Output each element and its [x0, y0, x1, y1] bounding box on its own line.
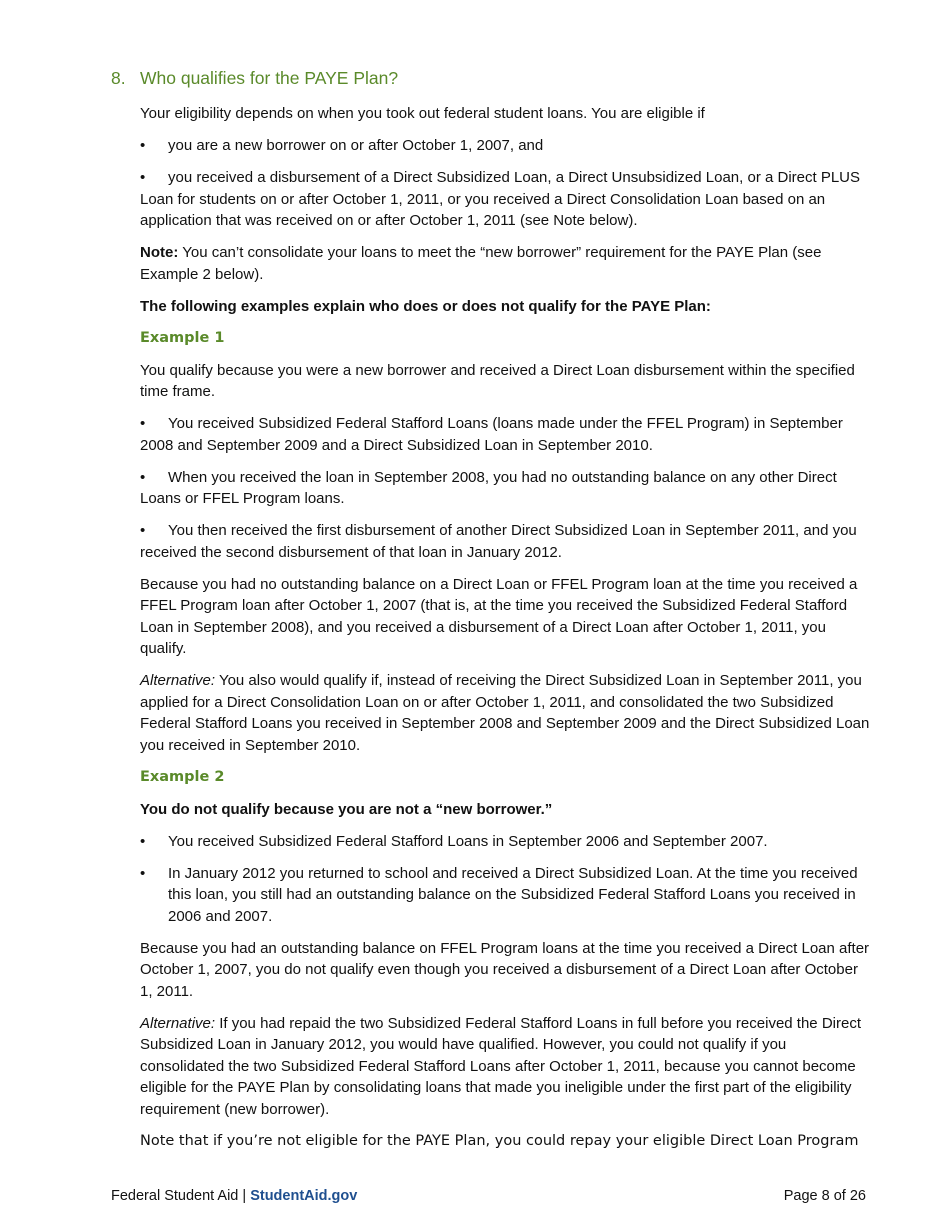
alternative-text: You also would qualify if, instead of receiving the Direct Subsidized Loan in September 2011, you applied for a Direct Consolidation Loan on or after October 1, 2011, and consolidated the two Subsidized Federal Stafford Loans you received in September 2008 and September 2009 and the Direct Subsidized Loan you received in September 2010. — [140, 672, 870, 754]
footer-agency: Federal Student Aid | — [111, 1188, 251, 1204]
example-2-bullet: • You received Subsidized Federal Stafford Loans in September 2006 and September 2007. — [140, 831, 870, 853]
example-1-lead: You qualify because you were a new borrower and received a Direct Loan disbursement within the specified time frame. — [140, 361, 855, 400]
footer-left — [111, 1188, 357, 1204]
trailing-paragraph: Note that if you’re not eligible for the PAYE Plan, you could repay your eligible Direct Loan Program — [140, 1132, 859, 1149]
alternative-label: Alternative: — [140, 672, 216, 689]
example-2-conclusion: Because you had an outstanding balance on FFEL Program loans at the time you received a Direct Loan after October 1, 2007, you do not qualify even though you received a disbursement of a Direct Loan after October 1, 2011. — [140, 939, 870, 1000]
section-title: Who qualifies for the PAYE Plan? — [140, 68, 399, 88]
bullet-glyph: • — [140, 864, 146, 882]
bullet-glyph: • — [140, 832, 146, 850]
alternative-label: Alternative: — [140, 1014, 216, 1032]
document-body — [140, 103, 870, 1163]
intro-paragraph: Your eligibility depends on when you took out federal student loans. You are eligible if — [140, 105, 705, 122]
footer-site-link[interactable]: StudentAid.gov — [250, 1188, 358, 1204]
example-1-title: Example 1 — [140, 329, 225, 346]
example-1-bullet: • You received Subsidized Federal Stafford Loans (loans made under the FFEL Program) in September 2008 and September 2009 and a Direct Subsidized Loan in September 2010. — [140, 415, 843, 454]
section-number: 8. — [111, 68, 126, 88]
example-2-alternative — [140, 1013, 870, 1121]
bullet-glyph: • — [140, 169, 146, 186]
example-1-alternative — [140, 670, 870, 756]
section-heading — [111, 68, 398, 89]
examples-intro: The following examples explain who does or does not qualify for the PAYE Plan: — [140, 297, 711, 315]
note-paragraph — [140, 242, 870, 285]
example-2-lead: You do not qualify because you are not a “new borrower.” — [140, 800, 553, 818]
page-number: Page 8 of 26 — [783, 1188, 866, 1204]
note-text: You can’t consolidate your loans to meet the “new borrower” requirement for the PAYE Plan (see Example 2 below). — [140, 244, 822, 283]
bullet-glyph: • — [140, 137, 146, 154]
alternative-text: If you had repaid the two Subsidized Federal Stafford Loans in full before you received the Direct Subsidized Loan in January 2012, you would have qualified. However, you could not qualify if you consolidated the two Subsidized Federal Stafford Loans after October 1, 2011, because you cannot become eligible for the PAYE Plan by consolidating loans that made you ineligible under the first part of the eligibility requirement (new borrower). — [140, 1014, 861, 1118]
example-2-title: Example 2 — [140, 768, 225, 785]
note-label: Note: — [140, 244, 179, 261]
eligibility-bullet: • you are a new borrower on or after October 1, 2007, and — [140, 135, 870, 157]
example-1-bullet: • You then received the first disbursement of another Direct Subsidized Loan in September 2011, and you received the second disbursement of that loan in January 2012. — [140, 522, 857, 561]
bullet-glyph: • — [140, 522, 146, 539]
bullet-glyph: • — [140, 415, 146, 432]
eligibility-bullet: • you received a disbursement of a Direct Subsidized Loan, a Direct Unsubsidized Loan, or a Direct PLUS Loan for students on or after October 1, 2011, or you received a Direct Consolidation Loan based on an application that was received on or after October 1, 2011 (see Note below). — [140, 169, 861, 229]
example-1-bullet: • When you received the loan in September 2008, you had no outstanding balance on any other Direct Loans or FFEL Program loans. — [140, 468, 837, 507]
bullet-glyph: • — [140, 468, 146, 486]
example-2-bullet: • In January 2012 you returned to school and received a Direct Subsidized Loan. At the time you received this loan, you still had an outstanding balance on the Subsidized Federal Stafford Loans you received in 2006 and 2007. — [140, 864, 858, 925]
example-1-conclusion: Because you had no outstanding balance on a Direct Loan or FFEL Program loan at the time you received a FFEL Program loan after October 1, 2007 (that is, at the time you received the Subsidized Federal Stafford Loan in September 2008), and you received a disbursement of a Direct Loan after October 1, 2011, you qualify. — [140, 575, 858, 657]
